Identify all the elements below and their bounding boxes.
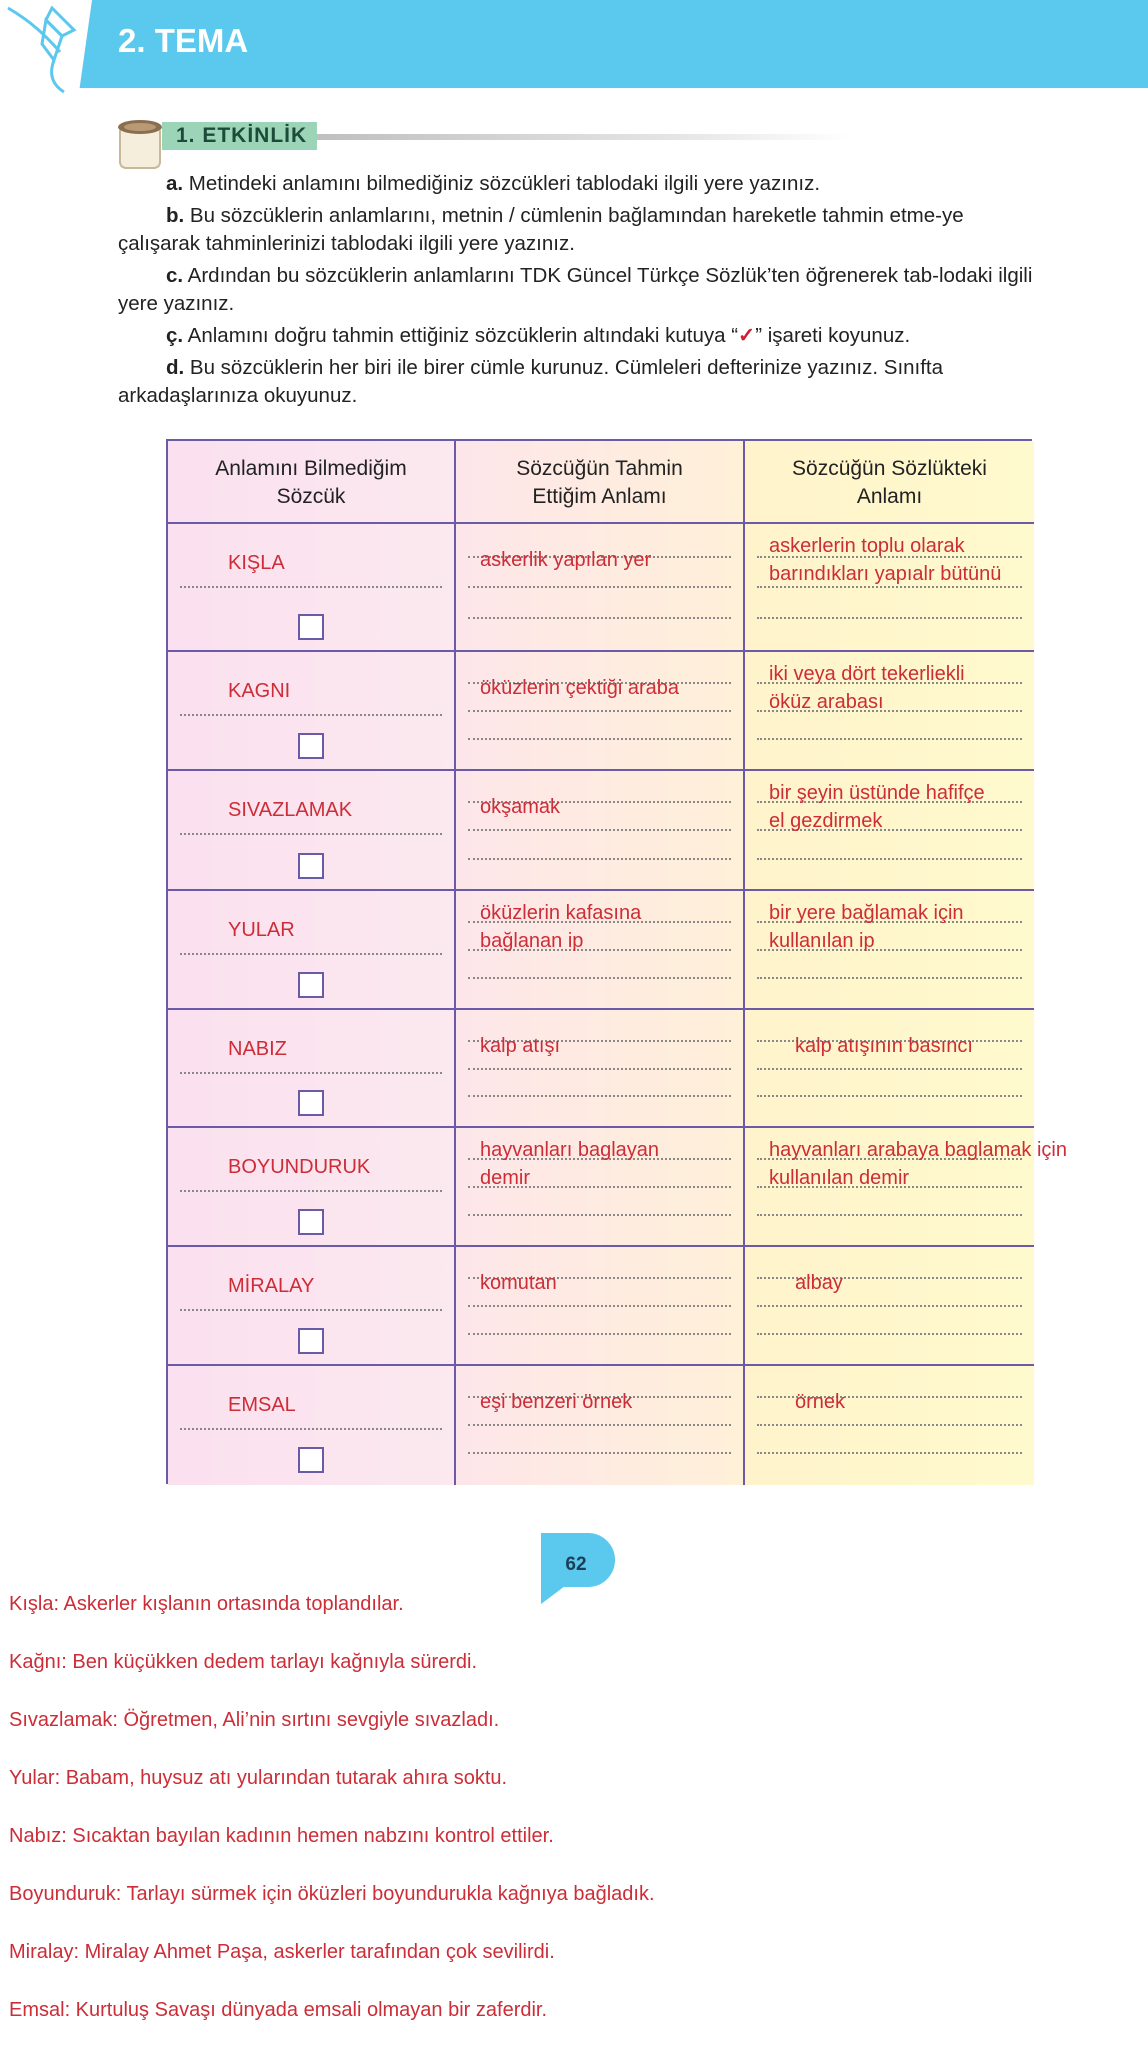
writing-line: [180, 1190, 442, 1192]
writing-line: [468, 586, 731, 588]
instruction-b: b. Bu sözcüklerin anlamlarını, metnin / cümlenin bağlamından hareketle tahmin etme-ye çalışarak tahminlerinizi tablodaki ilgili yere yazınız.: [118, 204, 964, 255]
dict-column-cell: [745, 771, 1034, 891]
writing-line: [468, 1424, 731, 1426]
sentence-miralay: Miralay: Miralay Ahmet Paşa, askerler tarafından çok sevilirdi.: [9, 1941, 555, 1963]
writing-line: [468, 710, 731, 712]
correct-guess-checkbox[interactable]: [298, 1328, 324, 1354]
guessed-meaning-text: eşi benzeri örnek: [480, 1391, 633, 1413]
checkmark-icon: ✓: [738, 324, 756, 347]
correct-guess-checkbox[interactable]: [298, 1209, 324, 1235]
dictionary-meaning-text: bir şeyin üstünde hafifçe: [769, 782, 985, 804]
pen-icon: [2, 0, 98, 96]
guessed-meaning-text: kalp atışı: [480, 1035, 561, 1057]
writing-line: [180, 953, 442, 955]
guess-column-cell: [456, 771, 745, 891]
activity-heading: [116, 118, 856, 168]
vocab-word: KAGNI: [228, 680, 291, 702]
writing-line: [180, 714, 442, 716]
dictionary-meaning-text: kullanılan demir: [769, 1167, 910, 1189]
guessed-meaning-text: bağlanan ip: [480, 930, 584, 952]
writing-line: [757, 1333, 1022, 1335]
column-header: Sözcüğün Sözlükteki Anlamı: [792, 457, 987, 508]
word-column-cell: [168, 771, 456, 891]
word-column-cell: [168, 891, 456, 1010]
writing-line: [180, 1309, 442, 1311]
guess-column-cell: [456, 524, 745, 652]
sentence-kisla: Kışla: Askerler kışlanın ortasında toplandılar.: [9, 1593, 404, 1615]
writing-line: [468, 1333, 731, 1335]
guessed-meaning-text: hayvanları baglayan: [480, 1139, 660, 1161]
writing-line: [468, 1214, 731, 1216]
activity-label: 1. ETKİNLİK: [162, 122, 317, 150]
guessed-meaning-text: askerlik yapılan yer: [480, 549, 652, 571]
writing-line: [468, 738, 731, 740]
dictionary-meaning-text: örnek: [795, 1391, 846, 1413]
dict-column-cell: [745, 1366, 1034, 1485]
guess-column-cell: [456, 1010, 745, 1128]
writing-line: [757, 617, 1022, 619]
dict-column-cell: [745, 652, 1034, 771]
guessed-meaning-text: okşamak: [480, 796, 561, 818]
sentence-emsal: Emsal: Kurtuluş Savaşı dünyada emsali olmayan bir zaferdir.: [9, 1999, 548, 2021]
writing-line: [468, 1095, 731, 1097]
theme-title: 2. TEMA: [118, 22, 249, 59]
correct-guess-checkbox[interactable]: [298, 1447, 324, 1473]
word-column-cell: [168, 652, 456, 771]
vocab-word: BOYUNDURUK: [228, 1156, 371, 1178]
dictionary-meaning-text: iki veya dört tekerliekli: [769, 663, 965, 685]
writing-line: [757, 738, 1022, 740]
sentence-boyunduruk: Boyunduruk: Tarlayı sürmek için öküzleri boyundurukla kağnıya bağladık.: [9, 1883, 655, 1905]
correct-guess-checkbox[interactable]: [298, 614, 324, 640]
dictionary-meaning-text: albay: [795, 1272, 843, 1294]
writing-line: [468, 977, 731, 979]
sentence-yular: Yular: Babam, huysuz atı yularından tutarak ahıra soktu.: [9, 1767, 508, 1789]
writing-line: [180, 1428, 442, 1430]
column-header: Sözcüğün Tahmin Ettiğim Anlamı: [516, 457, 683, 508]
activity-divider: [292, 134, 852, 140]
dict-column-cell: [745, 1247, 1034, 1366]
writing-line: [468, 617, 731, 619]
dictionary-meaning-text: kalp atışının basıncı: [795, 1035, 973, 1057]
correct-guess-checkbox[interactable]: [298, 733, 324, 759]
guess-column-cell: [456, 1128, 745, 1247]
vocab-word: SIVAZLAMAK: [228, 799, 353, 821]
correct-guess-checkbox[interactable]: [298, 1090, 324, 1116]
writing-line: [757, 1424, 1022, 1426]
dictionary-meaning-text: askerlerin toplu olarak: [769, 535, 965, 557]
word-column-cell: [168, 524, 456, 652]
scroll-icon: [116, 118, 168, 172]
guessed-meaning-text: komutan: [480, 1272, 557, 1294]
guess-column-cell: [456, 652, 745, 771]
dict-column-cell: [745, 524, 1034, 652]
word-column-cell: [168, 1366, 456, 1485]
writing-line: [757, 1095, 1022, 1097]
dictionary-meaning-text: el gezdirmek: [769, 810, 883, 832]
writing-line: [468, 1305, 731, 1307]
correct-guess-checkbox[interactable]: [298, 972, 324, 998]
dictionary-meaning-text: öküz arabası: [769, 691, 884, 713]
vocab-word: KIŞLA: [228, 552, 285, 574]
writing-line: [468, 1068, 731, 1070]
dictionary-meaning-text: kullanılan ip: [769, 930, 875, 952]
vocab-word: MİRALAY: [228, 1275, 315, 1297]
writing-line: [757, 1305, 1022, 1307]
dictionary-meaning-text: hayvanları arabaya baglamak için: [769, 1139, 1067, 1161]
example-sentences: [9, 1592, 655, 2056]
guessed-meaning-text: demir: [480, 1167, 531, 1189]
instruction-d: d. Bu sözcüklerin her biri ile birer cümle kurunuz. Cümleleri defterinize yazınız. Sınıfta arkadaşlarınıza okuyunuz.: [118, 356, 944, 407]
writing-line: [180, 1072, 442, 1074]
writing-line: [757, 1068, 1022, 1070]
vocabulary-table: [166, 439, 1067, 1484]
dict-column-cell: [745, 1128, 1067, 1247]
correct-guess-checkbox[interactable]: [298, 853, 324, 879]
writing-line: [757, 1214, 1022, 1216]
instruction-cc: ç. Anlamını doğru tahmin ettiğiniz sözcüklerin altındaki kutuya “✓” işareti koyunuz.: [166, 324, 911, 347]
guess-column-cell: [456, 1366, 745, 1485]
dict-column-cell: [745, 1010, 1034, 1128]
table-header-cell: [745, 441, 1034, 524]
dictionary-meaning-text: bir yere bağlamak için: [769, 902, 964, 924]
writing-line: [757, 858, 1022, 860]
table-header-cell: [168, 441, 456, 524]
writing-line: [468, 858, 731, 860]
word-column-cell: [168, 1010, 456, 1128]
sentence-kagni: Kağnı: Ben küçükken dedem tarlayı kağnıyla sürerdi.: [9, 1651, 478, 1673]
guess-column-cell: [456, 891, 745, 1010]
instruction-a: a. Metindeki anlamını bilmediğiniz sözcükleri tablodaki ilgili yere yazınız.: [166, 172, 821, 195]
writing-line: [180, 833, 442, 835]
guess-column-cell: [456, 1247, 745, 1366]
word-column-cell: [168, 1247, 456, 1366]
sentence-sivazlamak: Sıvazlamak: Öğretmen, Ali’nin sırtını sevgiyle sıvazladı.: [9, 1709, 500, 1731]
dict-column-cell: [745, 891, 1034, 1010]
sentence-nabiz: Nabız: Sıcaktan bayılan kadının hemen nabzını kontrol ettiler.: [9, 1825, 554, 1847]
writing-line: [468, 829, 731, 831]
column-header: Anlamını Bilmediğim Sözcük: [215, 457, 407, 508]
guessed-meaning-text: öküzlerin çektiği araba: [480, 677, 679, 699]
vocab-word: YULAR: [228, 919, 295, 941]
table-header-cell: [456, 441, 745, 524]
vocab-word: NABIZ: [228, 1038, 287, 1060]
writing-line: [757, 977, 1022, 979]
instructions: [118, 170, 1036, 414]
writing-line: [468, 1452, 731, 1454]
vocab-word: EMSAL: [228, 1394, 296, 1416]
writing-line: [757, 1452, 1022, 1454]
dictionary-meaning-text: barındıkları yapıalr bütünü: [769, 563, 1002, 585]
word-column-cell: [168, 1128, 456, 1247]
guessed-meaning-text: öküzlerin kafasına: [480, 902, 642, 924]
instruction-c: c. Ardından bu sözcüklerin anlamlarını TDK Güncel Türkçe Sözlük’ten öğrenerek tab-lodaki ilgili yere yazınız.: [118, 264, 1033, 315]
writing-line: [180, 586, 442, 588]
page-number: 62: [565, 1554, 587, 1575]
